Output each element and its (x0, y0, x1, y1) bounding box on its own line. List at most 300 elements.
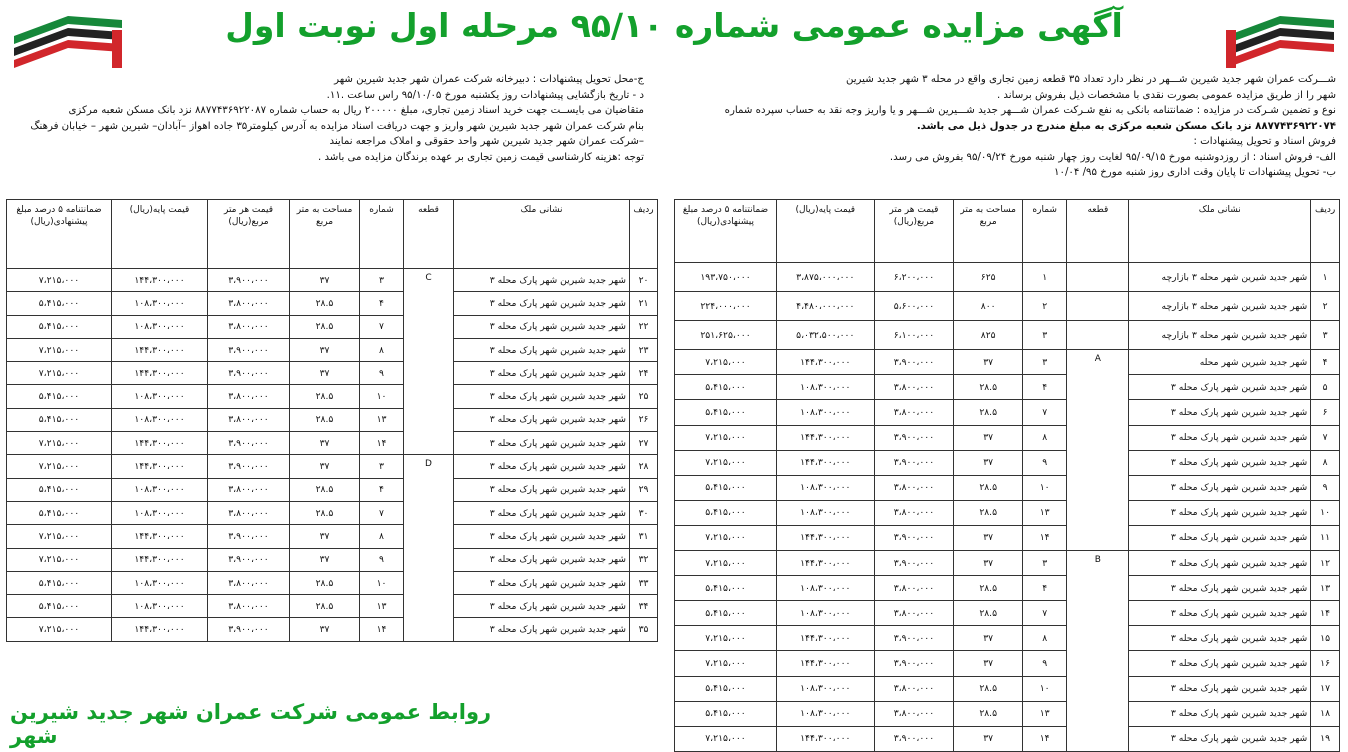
cell-number: ۷ (360, 501, 404, 524)
cell-area: ۳۷ (954, 425, 1023, 450)
table-row (7, 338, 658, 361)
intro-line: بنام شرکت عمران شهر جدید شیرین شهر واریز و جهت دریافت اسناد مزایده به آدرس کیلومتر۳۵ جاده اهواز –آبادان– شیرین شهر – خیابان فرهنگ (30, 120, 644, 132)
cell-guarantee: ۵،۴۱۵،۰۰۰ (675, 601, 777, 626)
intro-line: –شرکت عمران شهر جدید شیرین شهر واحد حقوقی و املاک مراجعه نمایند (329, 136, 644, 147)
col-address: نشانی ملک (1129, 200, 1311, 263)
cell-base-price: ۱۰۸،۳۰۰،۰۰۰ (112, 571, 208, 594)
intro-line: فروش اسناد و تحویل پیشنهادات : (1193, 136, 1336, 147)
company-logo-icon-left (8, 6, 128, 72)
cell-address: شهر جدید شیرین شهر پارک محله ۳ (454, 408, 630, 431)
cell-row: ۳۳ (630, 571, 658, 594)
cell-guarantee: ۵،۴۱۵،۰۰۰ (7, 595, 112, 618)
table-row (7, 269, 658, 292)
intro-text-left (14, 72, 644, 165)
cell-number: ۹ (1023, 450, 1067, 475)
cell-guarantee: ۵،۴۱۵،۰۰۰ (7, 292, 112, 315)
cell-area: ۲۸.۵ (954, 701, 1023, 726)
table-row (675, 350, 1340, 375)
table-row (675, 701, 1340, 726)
cell-guarantee: ۷،۲۱۵،۰۰۰ (675, 525, 777, 550)
cell-area: ۳۷ (954, 525, 1023, 550)
col-base-price: قیمت پایه(ریال) (777, 200, 875, 263)
cell-number: ۳ (1023, 551, 1067, 576)
cell-address: شهر جدید شیرین شهر پارک محله ۳ (1129, 701, 1311, 726)
cell-base-price: ۱۴۴،۳۰۰،۰۰۰ (112, 525, 208, 548)
col-block: قطعه (404, 200, 454, 269)
cell-area: ۲۸.۵ (290, 292, 360, 315)
table-row (675, 321, 1340, 350)
cell-row: ۱۷ (1311, 676, 1340, 701)
cell-guarantee: ۵،۴۱۵،۰۰۰ (7, 501, 112, 524)
cell-price-per-m: ۳،۹۰۰،۰۰۰ (208, 548, 290, 571)
cell-price-per-m: ۳،۸۰۰،۰۰۰ (874, 400, 954, 425)
cell-row: ۲ (1311, 292, 1340, 321)
cell-base-price: ۱۴۴،۳۰۰،۰۰۰ (777, 551, 875, 576)
cell-base-price: ۱۰۸،۳۰۰،۰۰۰ (112, 315, 208, 338)
cell-block (1067, 321, 1129, 350)
table-row (7, 501, 658, 524)
cell-guarantee: ۷،۲۱۵،۰۰۰ (7, 455, 112, 478)
table-row (7, 548, 658, 571)
cell-row: ۳ (1311, 321, 1340, 350)
cell-address: شهر جدید شیرین شهر پارک محله ۳ (454, 269, 630, 292)
cell-number: ۸ (360, 525, 404, 548)
cell-area: ۶۲۵ (954, 263, 1023, 292)
cell-row: ۲۷ (630, 432, 658, 455)
cell-base-price: ۱۰۸،۳۰۰،۰۰۰ (112, 501, 208, 524)
cell-guarantee: ۷،۲۱۵،۰۰۰ (675, 651, 777, 676)
cell-area: ۲۸.۵ (954, 500, 1023, 525)
table-row (675, 676, 1340, 701)
cell-guarantee: ۷،۲۱۵،۰۰۰ (675, 350, 777, 375)
cell-number: ۱۰ (1023, 475, 1067, 500)
cell-address: شهر جدید شیرین شهر پارک محله ۳ (454, 432, 630, 455)
col-base-price: قیمت پایه(ریال) (112, 200, 208, 269)
intro-line: ب- تحویل پیشنهادات تا پایان وقت اداری روز شنبه مورخ ۹۵/ ۱۰/۰۴ (1054, 167, 1336, 178)
cell-price-per-m: ۶،۲۰۰،۰۰۰ (874, 263, 954, 292)
cell-area: ۲۸.۵ (290, 478, 360, 501)
cell-address: شهر جدید شیرین شهر پارک محله ۳ (454, 362, 630, 385)
cell-number: ۳ (360, 269, 404, 292)
cell-area: ۳۷ (954, 626, 1023, 651)
cell-block: B (1067, 551, 1129, 752)
cell-area: ۳۷ (954, 350, 1023, 375)
cell-row: ۱۹ (1311, 726, 1340, 751)
cell-price-per-m: ۳،۸۰۰،۰۰۰ (874, 676, 954, 701)
cell-area: ۳۷ (290, 432, 360, 455)
cell-base-price: ۱۴۴،۳۰۰،۰۰۰ (777, 525, 875, 550)
cell-price-per-m: ۳،۸۰۰،۰۰۰ (874, 601, 954, 626)
cell-address: شهر جدید شیرین شهر پارک محله ۳ (1129, 626, 1311, 651)
table-header-row (7, 200, 658, 269)
cell-price-per-m: ۳،۹۰۰،۰۰۰ (874, 525, 954, 550)
cell-number: ۹ (360, 362, 404, 385)
col-number: شماره (360, 200, 404, 269)
cell-number: ۸ (360, 338, 404, 361)
cell-area: ۳۷ (954, 551, 1023, 576)
cell-price-per-m: ۳،۹۰۰،۰۰۰ (208, 618, 290, 641)
cell-address: شهر جدید شیرین شهر پارک محله ۳ (454, 338, 630, 361)
table-header-row (675, 200, 1340, 263)
cell-number: ۱۰ (1023, 676, 1067, 701)
cell-row: ۳۰ (630, 501, 658, 524)
cell-row: ۵ (1311, 375, 1340, 400)
cell-base-price: ۱۴۴،۳۰۰،۰۰۰ (112, 269, 208, 292)
cell-base-price: ۱۴۴،۳۰۰،۰۰۰ (777, 651, 875, 676)
table-row (7, 571, 658, 594)
parcels-table-right (674, 199, 1340, 752)
cell-block: A (1067, 350, 1129, 551)
cell-base-price: ۱۴۴،۳۰۰،۰۰۰ (777, 350, 875, 375)
cell-price-per-m: ۳،۸۰۰،۰۰۰ (208, 408, 290, 431)
cell-number: ۳ (360, 455, 404, 478)
cell-guarantee: ۵،۴۱۵،۰۰۰ (675, 500, 777, 525)
col-price-per-m: قیمت هر متر مربع(ریال) (874, 200, 954, 263)
cell-base-price: ۱۰۸،۳۰۰،۰۰۰ (777, 676, 875, 701)
cell-address: شهر جدید شیرین شهر پارک محله ۳ (1129, 375, 1311, 400)
cell-row: ۲۰ (630, 269, 658, 292)
cell-price-per-m: ۳،۸۰۰،۰۰۰ (208, 292, 290, 315)
cell-row: ۴ (1311, 350, 1340, 375)
cell-base-price: ۱۰۸،۳۰۰،۰۰۰ (777, 576, 875, 601)
cell-guarantee: ۷،۲۱۵،۰۰۰ (675, 551, 777, 576)
cell-row: ۲۲ (630, 315, 658, 338)
cell-block (1067, 263, 1129, 292)
cell-price-per-m: ۳،۸۰۰،۰۰۰ (208, 501, 290, 524)
cell-base-price: ۱۰۸،۳۰۰،۰۰۰ (112, 595, 208, 618)
cell-number: ۱۴ (360, 432, 404, 455)
cell-number: ۷ (1023, 601, 1067, 626)
cell-price-per-m: ۳،۸۰۰،۰۰۰ (208, 595, 290, 618)
cell-row: ۲۳ (630, 338, 658, 361)
cell-price-per-m: ۳،۸۰۰،۰۰۰ (208, 571, 290, 594)
cell-row: ۹ (1311, 475, 1340, 500)
cell-row: ۲۴ (630, 362, 658, 385)
cell-guarantee: ۵،۴۱۵،۰۰۰ (7, 478, 112, 501)
cell-number: ۳ (1023, 350, 1067, 375)
table-row (675, 601, 1340, 626)
cell-guarantee: ۵،۴۱۵،۰۰۰ (675, 576, 777, 601)
table-row (675, 425, 1340, 450)
cell-price-per-m: ۳،۸۰۰،۰۰۰ (208, 315, 290, 338)
cell-row: ۳۱ (630, 525, 658, 548)
cell-base-price: ۱۰۸،۳۰۰،۰۰۰ (777, 701, 875, 726)
cell-area: ۸۲۵ (954, 321, 1023, 350)
cell-area: ۲۸.۵ (290, 571, 360, 594)
cell-number: ۱ (1023, 263, 1067, 292)
cell-address: شهر جدید شیرین شهر پارک محله ۳ (454, 315, 630, 338)
cell-price-per-m: ۳،۹۰۰،۰۰۰ (874, 626, 954, 651)
cell-base-price: ۱۰۸،۳۰۰،۰۰۰ (777, 400, 875, 425)
cell-price-per-m: ۳،۸۰۰،۰۰۰ (208, 385, 290, 408)
cell-address: شهر جدید شیرین شهر پارک محله ۳ (454, 595, 630, 618)
cell-area: ۲۸.۵ (290, 385, 360, 408)
cell-number: ۱۳ (360, 408, 404, 431)
cell-price-per-m: ۳،۹۰۰،۰۰۰ (208, 269, 290, 292)
cell-address: شهر جدید شیرین شهر پارک محله ۳ (1129, 450, 1311, 475)
cell-number: ۱۰ (360, 571, 404, 594)
table-row (7, 408, 658, 431)
cell-row: ۳۲ (630, 548, 658, 571)
cell-guarantee: ۱۹۳،۷۵۰،۰۰۰ (675, 263, 777, 292)
cell-row: ۱۸ (1311, 701, 1340, 726)
table-row (675, 500, 1340, 525)
cell-base-price: ۱۰۸،۳۰۰،۰۰۰ (777, 601, 875, 626)
cell-row: ۷ (1311, 425, 1340, 450)
cell-guarantee: ۵،۴۱۵،۰۰۰ (7, 385, 112, 408)
table-row (7, 595, 658, 618)
col-number: شماره (1023, 200, 1067, 263)
table-row (7, 432, 658, 455)
cell-guarantee: ۵،۴۱۵،۰۰۰ (7, 315, 112, 338)
cell-address: شهر جدید شیرین شهر پارک محله ۳ (1129, 400, 1311, 425)
table-row (675, 576, 1340, 601)
cell-row: ۸ (1311, 450, 1340, 475)
cell-row: ۱۱ (1311, 525, 1340, 550)
cell-price-per-m: ۳،۹۰۰،۰۰۰ (874, 726, 954, 751)
cell-area: ۲۸.۵ (954, 601, 1023, 626)
intro-text-right (670, 72, 1336, 181)
cell-area: ۳۷ (290, 362, 360, 385)
cell-base-price: ۱۰۸،۳۰۰،۰۰۰ (112, 408, 208, 431)
table-row (675, 400, 1340, 425)
cell-guarantee: ۷،۲۱۵،۰۰۰ (675, 726, 777, 751)
cell-row: ۱۶ (1311, 651, 1340, 676)
intro-line: الف- فروش اسناد : از روزدوشنبه مورخ ۹۵/۰۹/۱۵ لغایت روز چهار شنبه مورخ ۹۵/۰۹/۲۴ بفروش می رسد. (889, 151, 1336, 163)
cell-row: ۲۸ (630, 455, 658, 478)
cell-address: شهر جدید شیرین شهر پارک محله ۳ (1129, 551, 1311, 576)
cell-price-per-m: ۳،۸۰۰،۰۰۰ (874, 701, 954, 726)
cell-number: ۱۳ (1023, 500, 1067, 525)
cell-address: شهر جدید شیرین شهر محله ۳ بازارچه (1129, 292, 1311, 321)
cell-guarantee: ۷،۲۱۵،۰۰۰ (7, 618, 112, 641)
cell-guarantee: ۲۲۴،۰۰۰،۰۰۰ (675, 292, 777, 321)
cell-guarantee: ۷،۲۱۵،۰۰۰ (7, 548, 112, 571)
cell-guarantee: ۵،۴۱۵،۰۰۰ (675, 676, 777, 701)
intro-line: توجه :هزینه کارشناسی قیمت زمین تجاری بر عهده برندگان مزایده می باشد . (317, 151, 644, 163)
cell-address: شهر جدید شیرین شهر پارک محله ۳ (1129, 500, 1311, 525)
cell-address: شهر جدید شیرین شهر پارک محله ۳ (454, 501, 630, 524)
cell-address: شهر جدید شیرین شهر پارک محله ۳ (454, 478, 630, 501)
cell-base-price: ۱۰۸،۳۰۰،۰۰۰ (777, 375, 875, 400)
cell-base-price: ۱۰۸،۳۰۰،۰۰۰ (112, 292, 208, 315)
cell-price-per-m: ۳،۹۰۰،۰۰۰ (208, 362, 290, 385)
cell-address: شهر جدید شیرین شهر پارک محله ۳ (1129, 576, 1311, 601)
cell-row: ۲۹ (630, 478, 658, 501)
cell-address: شهر جدید شیرین شهر پارک محله ۳ (454, 292, 630, 315)
cell-base-price: ۱۴۴،۳۰۰،۰۰۰ (777, 425, 875, 450)
cell-area: ۲۸.۵ (954, 676, 1023, 701)
cell-guarantee: ۵،۴۱۵،۰۰۰ (675, 400, 777, 425)
cell-price-per-m: ۳،۸۰۰،۰۰۰ (874, 375, 954, 400)
cell-address: شهر جدید شیرین شهر پارک محله ۳ (454, 548, 630, 571)
intro-line: متقاضیان می بایســت جهت خرید اسناد زمین تجاری، مبلغ ۲۰۰۰۰۰ ریال به حساب شماره ۸۸۷۷۴۳۶۹۲۲۰۸۷ نزد بانک مسکن شعبه مرکزی (68, 105, 644, 116)
col-row: ردیف (1311, 200, 1340, 263)
cell-row: ۲۵ (630, 385, 658, 408)
intro-line: نوع و تضمین شـرکت در مزایده : ضمانتنامه بانکی به نفع شـرکت عمران شـــهر جدید شـــیرین شـــهر و یا واریز وجه نقد به حساب سپرده شماره (724, 105, 1336, 116)
cell-address: شهر جدید شیرین شهر پارک محله ۳ (454, 455, 630, 478)
cell-row: ۱ (1311, 263, 1340, 292)
cell-address: شهر جدید شیرین شهر محله ۳ بازارچه (1129, 321, 1311, 350)
col-block: قطعه (1067, 200, 1129, 263)
cell-base-price: ۱۴۴،۳۰۰،۰۰۰ (777, 626, 875, 651)
cell-block (1067, 292, 1129, 321)
cell-guarantee: ۷،۲۱۵،۰۰۰ (7, 269, 112, 292)
cell-guarantee: ۲۵۱،۶۲۵،۰۰۰ (675, 321, 777, 350)
cell-area: ۳۷ (290, 525, 360, 548)
intro-line: ج-محل تحویل پیشنهادات : دبیرخانه شرکت عمران شهر جدید شیرین شهر (334, 74, 644, 85)
cell-price-per-m: ۳،۸۰۰،۰۰۰ (208, 478, 290, 501)
cell-area: ۲۸.۵ (954, 400, 1023, 425)
table-row (7, 618, 658, 641)
table-row (675, 626, 1340, 651)
cell-price-per-m: ۳،۹۰۰،۰۰۰ (874, 350, 954, 375)
cell-base-price: ۱۴۴،۳۰۰،۰۰۰ (112, 618, 208, 641)
cell-number: ۷ (360, 315, 404, 338)
cell-row: ۱۳ (1311, 576, 1340, 601)
cell-area: ۳۷ (290, 618, 360, 641)
cell-area: ۳۷ (954, 726, 1023, 751)
cell-guarantee: ۵،۴۱۵،۰۰۰ (7, 571, 112, 594)
cell-address: شهر جدید شیرین شهر محله ۳ بازارچه (1129, 263, 1311, 292)
table-row (7, 385, 658, 408)
cell-base-price: ۱۰۸،۳۰۰،۰۰۰ (112, 478, 208, 501)
cell-number: ۱۴ (1023, 726, 1067, 751)
col-row: ردیف (630, 200, 658, 269)
table-row (675, 375, 1340, 400)
cell-row: ۲۱ (630, 292, 658, 315)
cell-area: ۲۸.۵ (290, 315, 360, 338)
table-row (7, 315, 658, 338)
table-row (7, 455, 658, 478)
cell-price-per-m: ۳،۹۰۰،۰۰۰ (208, 432, 290, 455)
cell-area: ۲۸.۵ (954, 576, 1023, 601)
cell-price-per-m: ۳،۸۰۰،۰۰۰ (874, 475, 954, 500)
cell-row: ۱۴ (1311, 601, 1340, 626)
cell-price-per-m: ۳،۹۰۰،۰۰۰ (874, 551, 954, 576)
cell-address: شهر جدید شیرین شهر پارک محله ۳ (454, 571, 630, 594)
cell-area: ۳۷ (290, 548, 360, 571)
cell-base-price: ۱۴۴،۳۰۰،۰۰۰ (777, 726, 875, 751)
cell-area: ۲۸.۵ (290, 408, 360, 431)
col-address: نشانی ملک (454, 200, 630, 269)
cell-base-price: ۱۰۸،۳۰۰،۰۰۰ (112, 385, 208, 408)
company-logo-icon (1220, 6, 1340, 72)
notice-title: آگهی مزایده عمومی شماره ۹۵/۱۰ مرحله اول نوبت اول (225, 6, 1123, 45)
table-row (7, 525, 658, 548)
cell-area: ۲۸.۵ (290, 595, 360, 618)
cell-address: شهر جدید شیرین شهر پارک محله ۳ (1129, 601, 1311, 626)
col-guarantee: ضمانتنامه ۵ درصد مبلغ پیشنهادی(ریال) (675, 200, 777, 263)
cell-row: ۳۴ (630, 595, 658, 618)
cell-price-per-m: ۶،۱۰۰،۰۰۰ (874, 321, 954, 350)
cell-row: ۱۰ (1311, 500, 1340, 525)
cell-number: ۹ (1023, 651, 1067, 676)
cell-guarantee: ۷،۲۱۵،۰۰۰ (7, 338, 112, 361)
cell-guarantee: ۷،۲۱۵،۰۰۰ (675, 626, 777, 651)
cell-number: ۱۳ (1023, 701, 1067, 726)
col-guarantee: ضمانتنامه ۵ درصد مبلغ پیشنهادی(ریال) (7, 200, 112, 269)
cell-number: ۹ (360, 548, 404, 571)
table-row (7, 362, 658, 385)
table-row (675, 450, 1340, 475)
cell-address: شهر جدید شیرین شهر پارک محله ۳ (1129, 726, 1311, 751)
cell-base-price: ۴،۴۸۰،۰۰۰،۰۰۰ (777, 292, 875, 321)
parcels-table-left (6, 199, 658, 642)
cell-guarantee: ۵،۴۱۵،۰۰۰ (675, 375, 777, 400)
cell-price-per-m: ۳،۹۰۰،۰۰۰ (874, 651, 954, 676)
intro-line: د - تاریخ بازگشایی پیشنهادات روز یکشنبه مورخ ۹۵/۱۰/۰۵ راس ساعت .۱۱. (326, 89, 644, 101)
table-row (675, 726, 1340, 751)
table-row (675, 525, 1340, 550)
cell-address: شهر جدید شیرین شهر پارک محله ۳ (1129, 676, 1311, 701)
cell-base-price: ۱۴۴،۳۰۰،۰۰۰ (112, 338, 208, 361)
cell-number: ۳ (1023, 321, 1067, 350)
cell-guarantee: ۷،۲۱۵،۰۰۰ (7, 362, 112, 385)
cell-area: ۲۸.۵ (954, 375, 1023, 400)
cell-number: ۱۴ (1023, 525, 1067, 550)
table-row (675, 651, 1340, 676)
cell-price-per-m: ۵،۶۰۰،۰۰۰ (874, 292, 954, 321)
cell-row: ۱۵ (1311, 626, 1340, 651)
cell-area: ۳۷ (954, 450, 1023, 475)
table-row (7, 292, 658, 315)
cell-price-per-m: ۳،۹۰۰،۰۰۰ (874, 450, 954, 475)
cell-number: ۴ (1023, 375, 1067, 400)
cell-address: شهر جدید شیرین شهر پارک محله ۳ (1129, 425, 1311, 450)
intro-line: شـــرکت عمران شهر جدید شیرین شـــهر در نظر دارد تعداد ۳۵ قطعه زمین تجاری واقع در محله ۳ شهر جدید شیرین (845, 74, 1336, 85)
cell-guarantee: ۷،۲۱۵،۰۰۰ (7, 525, 112, 548)
cell-base-price: ۱۰۸،۳۰۰،۰۰۰ (777, 475, 875, 500)
cell-guarantee: ۷،۲۱۵،۰۰۰ (675, 425, 777, 450)
cell-address: شهر جدید شیرین شهر پارک محله ۳ (1129, 475, 1311, 500)
cell-price-per-m: ۳،۸۰۰،۰۰۰ (874, 576, 954, 601)
cell-number: ۴ (360, 292, 404, 315)
cell-number: ۸ (1023, 626, 1067, 651)
cell-area: ۳۷ (290, 455, 360, 478)
cell-area: ۲۸.۵ (954, 475, 1023, 500)
table-row (675, 475, 1340, 500)
cell-row: ۲۶ (630, 408, 658, 431)
cell-guarantee: ۵،۴۱۵،۰۰۰ (675, 475, 777, 500)
cell-area: ۲۸.۵ (290, 501, 360, 524)
cell-guarantee: ۷،۲۱۵،۰۰۰ (675, 450, 777, 475)
col-price-per-m: قیمت هر متر مربع(ریال) (208, 200, 290, 269)
cell-base-price: ۱۴۴،۳۰۰،۰۰۰ (112, 362, 208, 385)
intro-line: ۸۸۷۷۴۳۶۹۲۲۰۷۴ نزد بانک مسکن شعبه مرکزی به مبلغ مندرج در جدول ذیل می باشد. (916, 120, 1336, 132)
cell-row: ۳۵ (630, 618, 658, 641)
intro-line: شهر را از طریق مزایده عمومی بصورت نقدی با مشخصات ذیل بفروش برساند . (996, 89, 1336, 101)
cell-number: ۴ (1023, 576, 1067, 601)
cell-price-per-m: ۳،۹۰۰،۰۰۰ (874, 425, 954, 450)
table-row (7, 478, 658, 501)
cell-guarantee: ۷،۲۱۵،۰۰۰ (7, 432, 112, 455)
cell-base-price: ۱۴۴،۳۰۰،۰۰۰ (112, 455, 208, 478)
cell-guarantee: ۵،۴۱۵،۰۰۰ (7, 408, 112, 431)
cell-base-price: ۱۴۴،۳۰۰،۰۰۰ (777, 450, 875, 475)
cell-address: شهر جدید شیرین شهر پارک محله ۳ (1129, 525, 1311, 550)
cell-area: ۳۷ (954, 651, 1023, 676)
footer-public-relations: روابط عمومی شرکت عمران شهر جدید شیرین شهر (10, 700, 492, 748)
cell-address: شهر جدید شیرین شهر پارک محله ۳ (1129, 651, 1311, 676)
cell-number: ۷ (1023, 400, 1067, 425)
cell-base-price: ۱۴۴،۳۰۰،۰۰۰ (112, 432, 208, 455)
cell-base-price: ۵،۰۳۲،۵۰۰،۰۰۰ (777, 321, 875, 350)
table-row (675, 263, 1340, 292)
cell-address: شهر جدید شیرین شهر پارک محله ۳ (454, 525, 630, 548)
cell-number: ۱۰ (360, 385, 404, 408)
cell-block: D (404, 455, 454, 641)
